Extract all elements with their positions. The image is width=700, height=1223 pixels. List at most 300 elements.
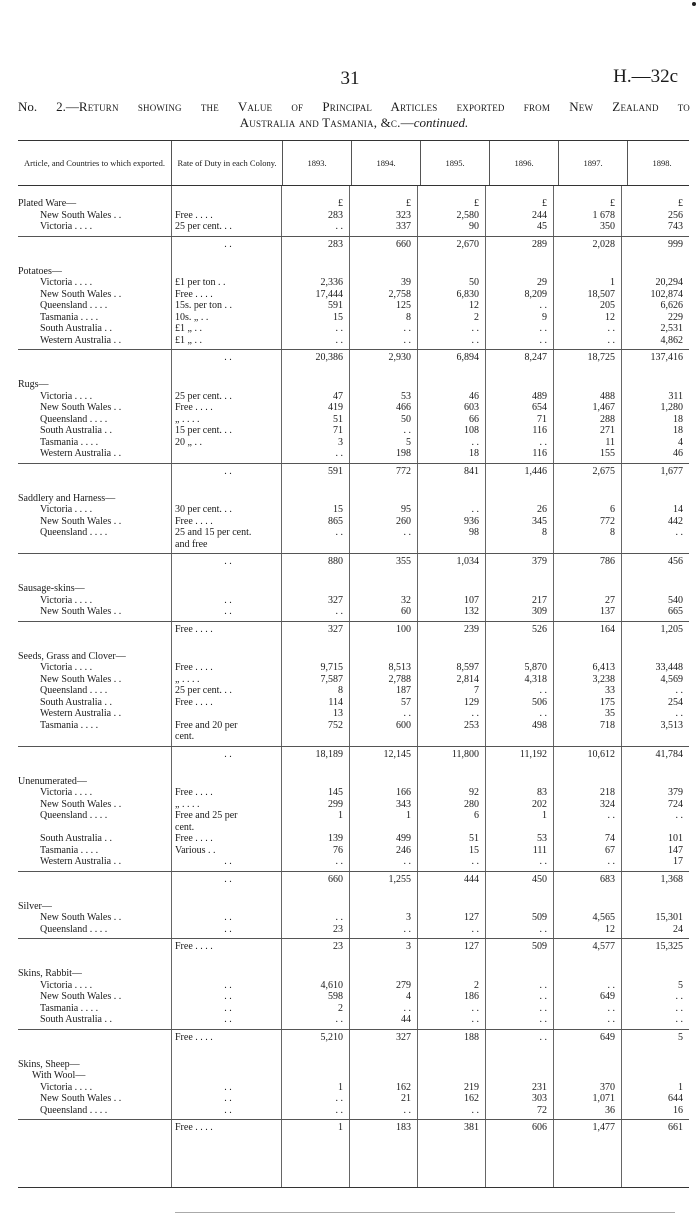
- value-cell: 6,626: [660, 300, 683, 311]
- duty-cell: [171, 583, 281, 595]
- table-body: [18, 186, 689, 1188]
- value-cell: [417, 968, 485, 980]
- value-cell: 164: [600, 623, 615, 635]
- header-year: 1898.: [652, 158, 672, 168]
- article-cell: New South Wales . .: [40, 288, 122, 300]
- value-cell: 15,301: [655, 912, 683, 923]
- article-cell: [18, 237, 171, 253]
- value-cell: 32: [401, 594, 411, 606]
- value-cell: 145: [328, 787, 343, 798]
- value-cell: 14: [673, 504, 683, 515]
- value-cell: 3,238: [592, 673, 615, 685]
- duty-cell: Free . . . .: [175, 623, 213, 635]
- value-cell: 2,814: [456, 673, 479, 685]
- value-cell: . .: [403, 527, 411, 538]
- value-cell: 1: [542, 810, 547, 821]
- duty-cell: . .: [224, 594, 232, 606]
- value-cell: . .: [335, 448, 343, 459]
- article-cell: New South Wales . .: [40, 402, 122, 413]
- duty-cell: . .: [224, 923, 232, 935]
- value-cell: [349, 583, 417, 595]
- duty-cell: . .: [224, 465, 232, 477]
- value-cell: 442: [668, 515, 683, 527]
- article-cell: Victoria . . . .: [40, 390, 93, 402]
- duty-cell: 20 „ . .: [175, 436, 202, 448]
- table-row: [18, 210, 689, 222]
- value-cell: 5: [678, 979, 683, 991]
- article-cell: [18, 464, 171, 480]
- duty-cell: 25 and 15 per cent.: [175, 527, 252, 538]
- duty-cell: . .: [224, 979, 232, 991]
- value-cell: 999: [668, 238, 683, 250]
- duty-cell: „ . . . .: [175, 413, 200, 425]
- value-cell: [417, 651, 485, 663]
- value-cell: 162: [464, 1093, 479, 1104]
- value-cell: 11,192: [519, 748, 547, 760]
- article-cell: Skins, Sheep—: [18, 1058, 80, 1070]
- value-cell: . .: [675, 991, 683, 1002]
- value-cell: [349, 493, 417, 505]
- value-cell: 132: [464, 606, 479, 617]
- duty-cell: . .: [224, 748, 232, 760]
- table-row: [18, 1082, 689, 1094]
- value-cell: . .: [403, 323, 411, 334]
- duty-cell: . .: [224, 238, 232, 250]
- value-cell: 18,189: [315, 748, 343, 760]
- article-section: [18, 379, 689, 480]
- value-cell: 254: [668, 696, 683, 708]
- value-cell: 11: [605, 436, 615, 448]
- value-cell: . .: [335, 606, 343, 617]
- value-cell: . .: [675, 1002, 683, 1014]
- value-cell: [485, 651, 553, 663]
- value-cell: 12: [605, 311, 615, 323]
- value-cell: 1,034: [456, 556, 479, 567]
- article-heading-row: [18, 776, 689, 788]
- value-cell: . .: [675, 1014, 683, 1025]
- value-cell: 205: [600, 300, 615, 311]
- value-cell: [621, 583, 689, 595]
- value-cell: 1,677: [660, 465, 683, 477]
- title-number: No. 2.—: [18, 99, 79, 114]
- value-cell: . .: [335, 323, 343, 334]
- value-cell: 598: [328, 991, 343, 1002]
- duty-cell: . .: [224, 1081, 232, 1093]
- value-cell: 1,205: [660, 623, 683, 635]
- value-cell: 327: [396, 1031, 411, 1043]
- value-cell: . .: [403, 856, 411, 867]
- value-cell: 6: [610, 504, 615, 515]
- article-cell: Skins, Rabbit—: [18, 968, 82, 979]
- value-cell: [349, 1059, 417, 1071]
- value-cell: 17,444: [315, 288, 343, 300]
- value-cell: 4,318: [524, 673, 547, 685]
- value-cell: . .: [471, 1002, 479, 1014]
- value-cell: 3: [406, 941, 411, 952]
- value-cell: 6,413: [592, 662, 615, 673]
- value-cell: 649: [600, 991, 615, 1002]
- value-cell: 379: [532, 556, 547, 567]
- table-row: [18, 312, 689, 324]
- value-cell: 26: [537, 504, 547, 515]
- value-cell: [349, 266, 417, 278]
- table-row: [18, 402, 689, 414]
- table-row: [18, 323, 689, 335]
- value-cell: 116: [532, 448, 547, 459]
- value-cell: 8,513: [388, 662, 411, 673]
- value-cell: 244: [532, 209, 547, 221]
- value-cell: [349, 901, 417, 913]
- duty-cell: [171, 1070, 281, 1082]
- article-cell: [18, 731, 171, 743]
- value-cell: [417, 776, 485, 788]
- value-cell: 129: [464, 696, 479, 708]
- value-cell: 46: [469, 390, 479, 402]
- value-cell: 33,448: [655, 662, 683, 673]
- title-continued: continued.: [413, 115, 469, 130]
- value-cell: 219: [464, 1081, 479, 1093]
- value-cell: 8: [610, 527, 615, 538]
- value-cell: 936: [464, 515, 479, 527]
- value-cell: [485, 731, 553, 743]
- value-cell: . .: [335, 334, 343, 346]
- value-cell: 15: [333, 311, 343, 323]
- value-cell: 187: [396, 685, 411, 696]
- value-cell: [621, 1070, 689, 1082]
- article-cell: [18, 1120, 171, 1136]
- article-cell: Seeds, Grass and Clover—: [18, 650, 126, 662]
- value-cell: 202: [532, 798, 547, 810]
- value-cell: 15,325: [655, 941, 683, 952]
- value-cell: [349, 1070, 417, 1082]
- value-cell: £: [406, 198, 411, 209]
- article-section: [18, 901, 689, 956]
- value-cell: 1: [610, 277, 615, 288]
- value-cell: £: [338, 198, 343, 209]
- value-cell: 591: [328, 465, 343, 477]
- article-cell: [18, 350, 171, 366]
- value-cell: . .: [335, 1093, 343, 1104]
- value-cell: [349, 968, 417, 980]
- value-cell: 246: [396, 844, 411, 856]
- value-cell: £: [474, 198, 479, 209]
- article-heading-row: [18, 266, 689, 278]
- value-cell: 5: [406, 436, 411, 448]
- value-cell: 526: [532, 623, 547, 635]
- value-cell: 5,870: [524, 662, 547, 673]
- article-heading-row: [18, 493, 689, 505]
- table-row: [18, 437, 689, 449]
- article-cell: New South Wales . .: [40, 606, 122, 617]
- table-header: [18, 140, 689, 186]
- value-cell: 90: [469, 221, 479, 232]
- duty-cell: [171, 379, 281, 391]
- value-cell: 29: [537, 277, 547, 288]
- value-cell: 786: [600, 556, 615, 567]
- value-cell: 33: [605, 685, 615, 696]
- value-cell: 772: [396, 465, 411, 477]
- value-cell: 50: [401, 413, 411, 425]
- value-cell: 188: [464, 1031, 479, 1043]
- article-cell: New South Wales . .: [40, 515, 122, 527]
- table-row: [18, 787, 689, 799]
- value-cell: 1: [678, 1081, 683, 1093]
- article-cell: Queensland . . . .: [40, 1104, 108, 1116]
- value-cell: 183: [396, 1122, 411, 1133]
- value-cell: 18: [673, 413, 683, 425]
- value-cell: 591: [328, 300, 343, 311]
- value-cell: . .: [403, 1002, 411, 1014]
- value-cell: 229: [668, 311, 683, 323]
- value-cell: [417, 266, 485, 278]
- value-cell: 36: [605, 1104, 615, 1116]
- value-cell: 1,446: [524, 465, 547, 477]
- value-cell: 18: [469, 448, 479, 459]
- table-row: [18, 980, 689, 992]
- article-section: [18, 968, 689, 1046]
- value-cell: 350: [600, 221, 615, 232]
- total-row: [18, 746, 689, 763]
- title-line-2: Australia and Tasmania, &c.—: [239, 115, 414, 130]
- article-cell: Victoria . . . .: [40, 1081, 93, 1093]
- article-cell: Tasmania . . . .: [40, 436, 99, 448]
- value-cell: [281, 968, 349, 980]
- total-row: [18, 1029, 689, 1046]
- table-row: [18, 708, 689, 720]
- value-cell: 51: [469, 833, 479, 844]
- article-cell: Potatoes—: [18, 265, 62, 277]
- value-cell: 1: [406, 810, 411, 821]
- duty-cell: 25 per cent. . .: [175, 390, 232, 402]
- value-cell: [553, 493, 621, 505]
- value-cell: [621, 379, 689, 391]
- duty-cell: Free . . . .: [175, 209, 213, 221]
- value-cell: 71: [537, 413, 547, 425]
- value-cell: . .: [675, 810, 683, 821]
- value-cell: 2,788: [388, 673, 411, 685]
- value-cell: [553, 651, 621, 663]
- value-cell: 46: [673, 448, 683, 459]
- value-cell: 271: [600, 425, 615, 436]
- article-section: [18, 583, 689, 638]
- value-cell: 66: [469, 413, 479, 425]
- value-cell: 101: [668, 833, 683, 844]
- value-cell: 2,930: [388, 352, 411, 363]
- value-cell: [417, 1059, 485, 1071]
- value-cell: 752: [328, 719, 343, 731]
- article-cell: Silver—: [18, 900, 52, 912]
- value-cell: 1,477: [592, 1122, 615, 1133]
- duty-cell: „ . . . .: [175, 798, 200, 810]
- duty-cell: . .: [224, 1002, 232, 1014]
- value-cell: . .: [335, 912, 343, 923]
- value-cell: 283: [328, 209, 343, 221]
- duty-cell: „ . . . .: [175, 673, 200, 685]
- article-cell: Saddlery and Harness—: [18, 492, 116, 504]
- article-cell: Victoria . . . .: [40, 221, 93, 232]
- duty-cell: 15s. per ton . .: [175, 300, 232, 311]
- article-cell: Western Australia . .: [40, 448, 122, 459]
- value-cell: 4,577: [592, 941, 615, 952]
- total-row: [18, 871, 689, 888]
- article-cell: Western Australia . .: [40, 334, 122, 346]
- value-cell: 102,874: [650, 288, 683, 300]
- table-row: [18, 810, 689, 822]
- header-year: 1897.: [559, 141, 628, 185]
- article-cell: New South Wales . .: [40, 991, 122, 1002]
- value-cell: 137: [600, 606, 615, 617]
- value-cell: 9: [542, 311, 547, 323]
- value-cell: [281, 651, 349, 663]
- value-cell: 125: [396, 300, 411, 311]
- value-cell: [485, 822, 553, 834]
- value-cell: 772: [600, 515, 615, 527]
- article-cell: [18, 1030, 171, 1046]
- value-cell: [349, 539, 417, 551]
- value-cell: 53: [401, 390, 411, 402]
- value-cell: 20,294: [655, 277, 683, 288]
- value-cell: . .: [539, 1002, 547, 1014]
- value-cell: 456: [668, 556, 683, 567]
- value-cell: [485, 968, 553, 980]
- value-cell: 299: [328, 798, 343, 810]
- value-cell: 5,210: [320, 1031, 343, 1043]
- value-cell: [621, 822, 689, 834]
- value-cell: [621, 731, 689, 743]
- value-cell: [553, 968, 621, 980]
- value-cell: [553, 822, 621, 834]
- article-cell: South Australia . .: [40, 696, 112, 708]
- duty-cell: Various . .: [175, 844, 216, 856]
- value-cell: 13: [333, 708, 343, 719]
- export-table: [18, 140, 689, 1188]
- value-cell: [417, 1070, 485, 1082]
- duty-cell: and free: [175, 538, 208, 550]
- value-cell: 606: [532, 1122, 547, 1133]
- article-cell: New South Wales . .: [40, 673, 122, 685]
- value-cell: . .: [607, 1002, 615, 1014]
- value-cell: [485, 901, 553, 913]
- article-cell: Western Australia . .: [40, 856, 122, 867]
- article-cell: Tasmania . . . .: [40, 1002, 99, 1014]
- table-row: [18, 799, 689, 811]
- value-cell: 4,610: [320, 979, 343, 991]
- value-cell: . .: [403, 708, 411, 719]
- value-cell: 7: [474, 685, 479, 696]
- article-heading-row: [18, 968, 689, 980]
- article-cell: South Australia . .: [40, 1014, 112, 1025]
- value-cell: . .: [471, 436, 479, 448]
- header-year: 1893.: [283, 141, 352, 185]
- duty-cell: Free . . . .: [175, 1122, 213, 1133]
- value-cell: [281, 731, 349, 743]
- duty-cell: 25 per cent. . .: [175, 221, 232, 232]
- header-article: Article, and Countries to which exported.: [18, 141, 172, 185]
- table-row: [18, 912, 689, 924]
- value-cell: 60: [401, 606, 411, 617]
- table-row: [18, 1070, 689, 1082]
- value-cell: 841: [464, 465, 479, 477]
- value-cell: . .: [675, 708, 683, 719]
- value-cell: 2,531: [660, 323, 683, 334]
- value-cell: 18,507: [587, 288, 615, 300]
- article-cell: South Australia . .: [40, 833, 112, 844]
- table-row: [18, 731, 689, 743]
- value-cell: 4: [678, 436, 683, 448]
- duty-cell: [171, 776, 281, 788]
- value-cell: [485, 1070, 553, 1082]
- value-cell: 6,830: [456, 288, 479, 300]
- value-cell: 18,725: [587, 352, 615, 363]
- value-cell: 11,800: [451, 748, 479, 760]
- value-cell: 450: [532, 873, 547, 885]
- value-cell: 724: [668, 798, 683, 810]
- value-cell: [553, 1070, 621, 1082]
- value-cell: 8,209: [524, 288, 547, 300]
- duty-cell: . .: [224, 1093, 232, 1104]
- corner-mark: [692, 2, 696, 6]
- table-row: [18, 674, 689, 686]
- value-cell: 2,675: [592, 465, 615, 477]
- value-cell: 4,565: [592, 912, 615, 923]
- value-cell: . .: [471, 1104, 479, 1116]
- duty-cell: Free . . . .: [175, 515, 213, 527]
- value-cell: . .: [539, 685, 547, 696]
- value-cell: . .: [539, 991, 547, 1002]
- value-cell: 111: [532, 844, 547, 856]
- value-cell: [485, 776, 553, 788]
- value-cell: 7,587: [320, 673, 343, 685]
- duty-cell: Free . . . .: [175, 787, 213, 798]
- value-cell: [553, 266, 621, 278]
- article-cell: Queensland . . . .: [40, 413, 108, 425]
- title-line-1: Return showing the Value of Principal Articles exported from New Zealand to: [78, 99, 691, 114]
- value-cell: 83: [537, 787, 547, 798]
- value-cell: 2: [474, 311, 479, 323]
- table-row: [18, 1003, 689, 1015]
- article-heading-row: [18, 901, 689, 913]
- value-cell: . .: [335, 527, 343, 538]
- value-cell: 6,894: [456, 352, 479, 363]
- article-cell: [18, 539, 171, 551]
- total-row: [18, 553, 689, 570]
- value-cell: [485, 266, 553, 278]
- article-heading-row: [18, 198, 689, 210]
- table-row: [18, 516, 689, 528]
- value-cell: [485, 379, 553, 391]
- value-cell: 15: [333, 504, 343, 515]
- value-cell: 147: [668, 844, 683, 856]
- value-cell: . .: [471, 708, 479, 719]
- duty-cell: [171, 901, 281, 913]
- value-cell: [417, 822, 485, 834]
- value-cell: [349, 822, 417, 834]
- value-cell: [281, 583, 349, 595]
- value-cell: 18: [673, 425, 683, 436]
- value-cell: 100: [396, 623, 411, 635]
- table-row: [18, 833, 689, 845]
- value-cell: 23: [333, 923, 343, 935]
- value-cell: . .: [607, 1014, 615, 1025]
- table-row: [18, 1014, 689, 1026]
- table-row: [18, 685, 689, 697]
- value-cell: 337: [396, 221, 411, 232]
- article-cell: [18, 622, 171, 638]
- value-cell: . .: [471, 923, 479, 935]
- value-cell: 8: [542, 527, 547, 538]
- duty-cell: £1 „ . .: [175, 323, 202, 334]
- value-cell: 8,247: [524, 352, 547, 363]
